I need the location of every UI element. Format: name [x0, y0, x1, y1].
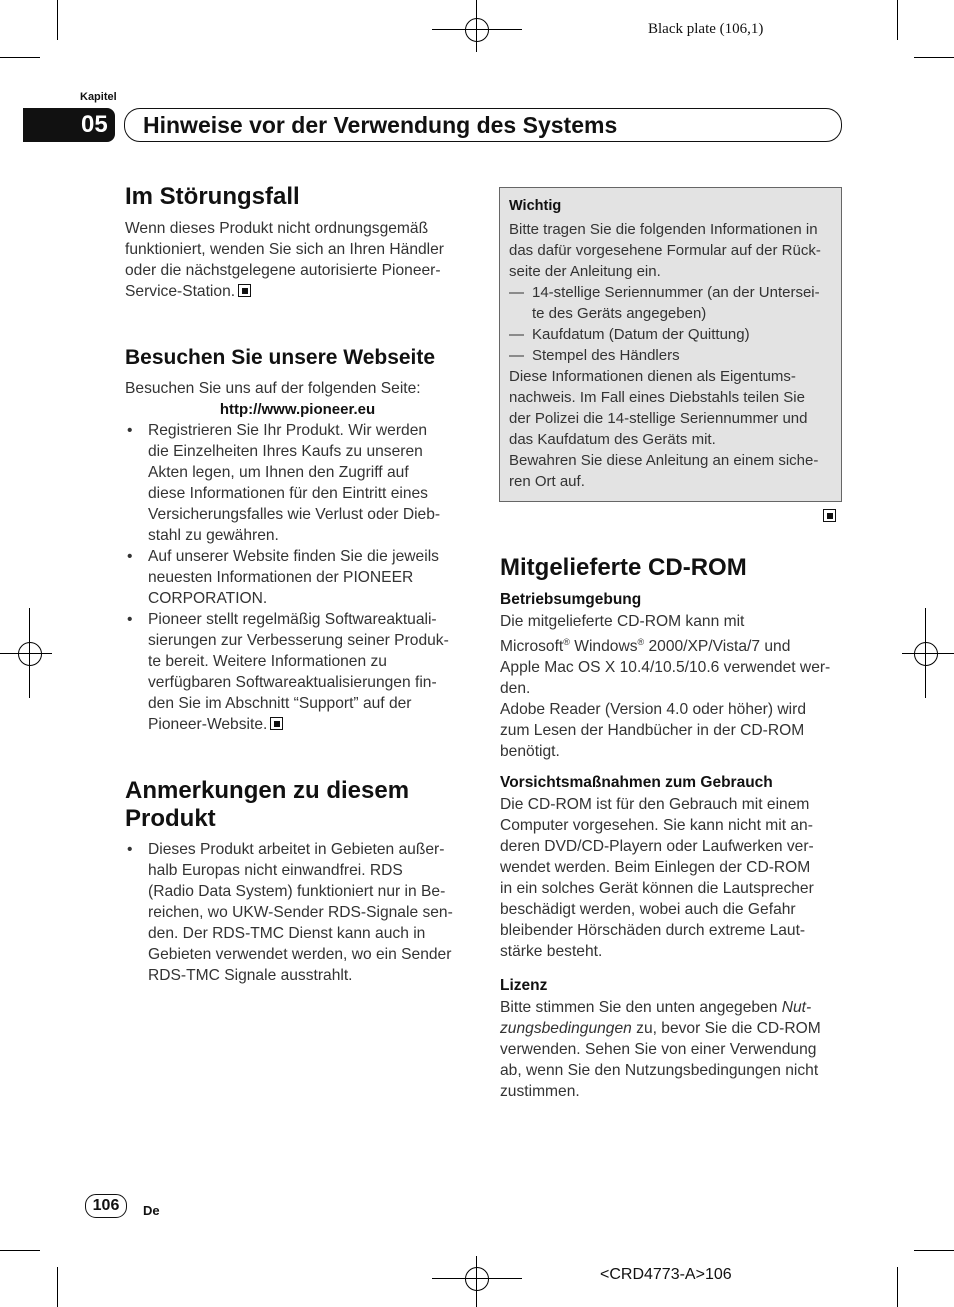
- list-item: [125, 420, 470, 546]
- text-line: verfügbaren Softwareaktualisierungen fin-: [148, 674, 437, 691]
- text-line: das dafür vorgesehene Formular auf der Rück-: [509, 242, 821, 259]
- list-item: [125, 839, 470, 986]
- section-title-anmerkungen: [125, 777, 409, 833]
- text-line: die Einzelheiten Ihres Kaufs zu unseren: [148, 443, 423, 460]
- dash-icon: —: [509, 284, 524, 301]
- text-line: das Kaufdatum des Geräts mit.: [509, 431, 716, 448]
- text-line: nachweis. Im Fall eines Diebstahls teilen Sie: [509, 389, 805, 406]
- section-title-stoerungsfall: Im Störungsfall: [125, 183, 300, 210]
- subsection-title-vorsicht: Vorsichtsmaßnahmen zum Gebrauch: [500, 774, 773, 791]
- crop-mark: [914, 1250, 954, 1251]
- text-line: reichen, wo UKW-Sender RDS-Signale sen-: [148, 904, 453, 921]
- text-line: in ein solches Gerät können die Lautsprecher: [500, 880, 814, 897]
- text-line: zungsbedingungen zu, bevor Sie die CD-ROM: [500, 1020, 821, 1037]
- text-line: wendet werden. Beim Einlegen der CD-ROM: [500, 859, 811, 876]
- list-item: [509, 345, 837, 366]
- text-line: den. Der RDS-TMC Dienst kann auch in: [148, 925, 426, 942]
- bullet-icon: •: [127, 841, 133, 858]
- text-line: Bitte tragen Sie die folgenden Informationen in: [509, 221, 818, 238]
- anmerkungen-text: [125, 839, 470, 986]
- text-line: 14-stellige Seriennummer (an der Untersei-: [532, 284, 820, 301]
- subsection-title-betrieb: Betriebsumgebung: [500, 591, 642, 608]
- text-line: te bereit. Weitere Informationen zu: [148, 653, 387, 670]
- crop-mark: [0, 1250, 40, 1251]
- lizenz-text: [500, 997, 845, 1102]
- text-line: Die mitgelieferte CD-ROM kann mit: [500, 613, 745, 630]
- end-of-section-icon: [823, 508, 836, 526]
- dash-icon: —: [509, 347, 524, 364]
- list-item: [509, 324, 837, 345]
- bullet-icon: •: [127, 422, 133, 439]
- page-number: 106: [85, 1194, 127, 1218]
- text-line: deren DVD/CD-Playern oder Laufwerken ver-: [500, 838, 814, 855]
- plate-label: Black plate (106,1): [648, 21, 764, 37]
- text-line: Pioneer stellt regelmäßig Softwareaktuali-: [148, 611, 437, 628]
- list-item: [125, 609, 470, 735]
- title-line: Produkt: [125, 805, 216, 832]
- text-line: beschädigt werden, wobei auch die Gefahr: [500, 901, 796, 918]
- text-line: halb Europas nicht einwandfrei. RDS: [148, 862, 403, 879]
- text-line: Wenn dieses Produkt nicht ordnungsgemäß: [125, 220, 429, 237]
- text-line: Versicherungsfalles wie Verlust oder Dieb-: [148, 506, 441, 523]
- text-line: neuesten Informationen der PIONEER: [148, 569, 414, 586]
- dash-icon: —: [509, 326, 524, 343]
- text-line: Bitte stimmen Sie den unten angegeben Nut-: [500, 999, 812, 1016]
- text-line: Microsoft® Windows® 2000/XP/Vista/7 und: [500, 637, 791, 656]
- text-line: zum Lesen der Handbücher in der CD-ROM: [500, 722, 805, 740]
- text-line: Auf unserer Website finden Sie die jeweils: [148, 548, 439, 565]
- text-line: Dieses Produkt arbeitet in Gebieten außer-: [148, 841, 445, 858]
- wichtig-text: [509, 219, 837, 492]
- text-line: stärke besteht.: [500, 943, 603, 960]
- text-line: Computer vorgesehen. Sie kann nicht mit an-: [500, 817, 813, 834]
- text-line: Adobe Reader (Version 4.0 oder höher) wird: [500, 701, 806, 719]
- chapter-title: Hinweise vor der Verwendung des Systems: [143, 112, 618, 138]
- text-line: Apple Mac OS X 10.4/10.5/10.6 verwendet wer-: [500, 659, 831, 677]
- text-line: zustimmen.: [500, 1083, 580, 1100]
- text-line: seite der Anleitung ein.: [509, 263, 661, 280]
- title-line: Anmerkungen zu diesem: [125, 777, 410, 804]
- text-line: diese Informationen für den Eintritt eines: [148, 485, 428, 502]
- text-line: den Sie im Abschnitt “Support” auf der: [148, 695, 412, 712]
- text-line: Gebieten verwendet werden, wo ein Sender: [148, 946, 452, 963]
- subsection-title-lizenz: Lizenz: [500, 977, 548, 994]
- bullet-icon: •: [127, 611, 133, 628]
- stoerungsfall-text: [125, 218, 470, 302]
- text-line: Kaufdatum (Datum der Quittung): [532, 326, 750, 343]
- list-item: [125, 546, 470, 609]
- end-of-section-icon: [238, 284, 251, 297]
- text-line: Diese Informationen dienen als Eigentums-: [509, 368, 796, 385]
- chapter-number: 05: [23, 108, 115, 142]
- vorsicht-text: [500, 794, 845, 962]
- section-title-cdrom: Mitgelieferte CD-ROM: [500, 554, 747, 581]
- language-code: De: [143, 1203, 160, 1218]
- end-of-section-icon: [270, 717, 283, 730]
- crop-mark: [0, 57, 40, 58]
- website-link[interactable]: http://www.pioneer.eu: [219, 401, 376, 418]
- text-line: stahl zu gewähren.: [148, 527, 279, 544]
- intro-text: Besuchen Sie uns auf der folgenden Seite:: [125, 380, 421, 397]
- betrieb-text: [500, 611, 845, 762]
- text-line: Stempel des Händlers: [532, 347, 680, 364]
- text-line: benötigt.: [500, 743, 560, 761]
- text-line: CORPORATION.: [148, 590, 268, 607]
- document-code: <CRD4773-A>106: [600, 1266, 732, 1283]
- webseite-text: [125, 378, 470, 735]
- text-line: RDS-TMC Signale ausstrahlt.: [148, 967, 353, 984]
- text-line: Service-Station.: [125, 283, 236, 300]
- crop-mark: [897, 1267, 898, 1307]
- text-line: ab, wenn Sie den Nutzungsbedingungen nicht: [500, 1062, 819, 1079]
- text-line: funktioniert, wenden Sie sich an Ihren Händler: [125, 241, 444, 258]
- text-line: Die CD-ROM ist für den Gebrauch mit einem: [500, 796, 810, 813]
- bullet-icon: •: [127, 548, 133, 565]
- text-line: Akten legen, um Ihnen den Zugriff auf: [148, 464, 409, 481]
- section-title-webseite: Besuchen Sie unsere Webseite: [125, 346, 436, 369]
- text-line: Registrieren Sie Ihr Produkt. Wir werden: [148, 422, 428, 439]
- crop-mark: [57, 0, 58, 40]
- text-line: oder die nächstgelegene autorisierte Pioneer-: [125, 262, 441, 279]
- crop-mark: [897, 0, 898, 40]
- text-line: verwenden. Sehen Sie von einer Verwendung: [500, 1041, 817, 1058]
- crop-mark: [914, 57, 954, 58]
- text-line: (Radio Data System) funktioniert nur in Be-: [148, 883, 446, 900]
- text-line: Bewahren Sie diese Anleitung an einem siche-: [509, 452, 819, 469]
- text-line: te des Geräts angegeben): [532, 305, 707, 322]
- text-line: sierungen zur Verbesserung seiner Produk-: [148, 632, 449, 649]
- wichtig-title: Wichtig: [509, 198, 562, 214]
- text-line: bleibender Hörschäden durch extreme Laut-: [500, 922, 806, 939]
- text-line: Pioneer-Website.: [148, 716, 268, 733]
- text-line: den.: [500, 680, 531, 698]
- text-line: ren Ort auf.: [509, 473, 585, 490]
- list-item: [509, 282, 837, 324]
- text-line: der Polizei die 14-stellige Seriennummer und: [509, 410, 808, 427]
- chapter-label: Kapitel: [80, 91, 117, 103]
- crop-mark: [57, 1267, 58, 1307]
